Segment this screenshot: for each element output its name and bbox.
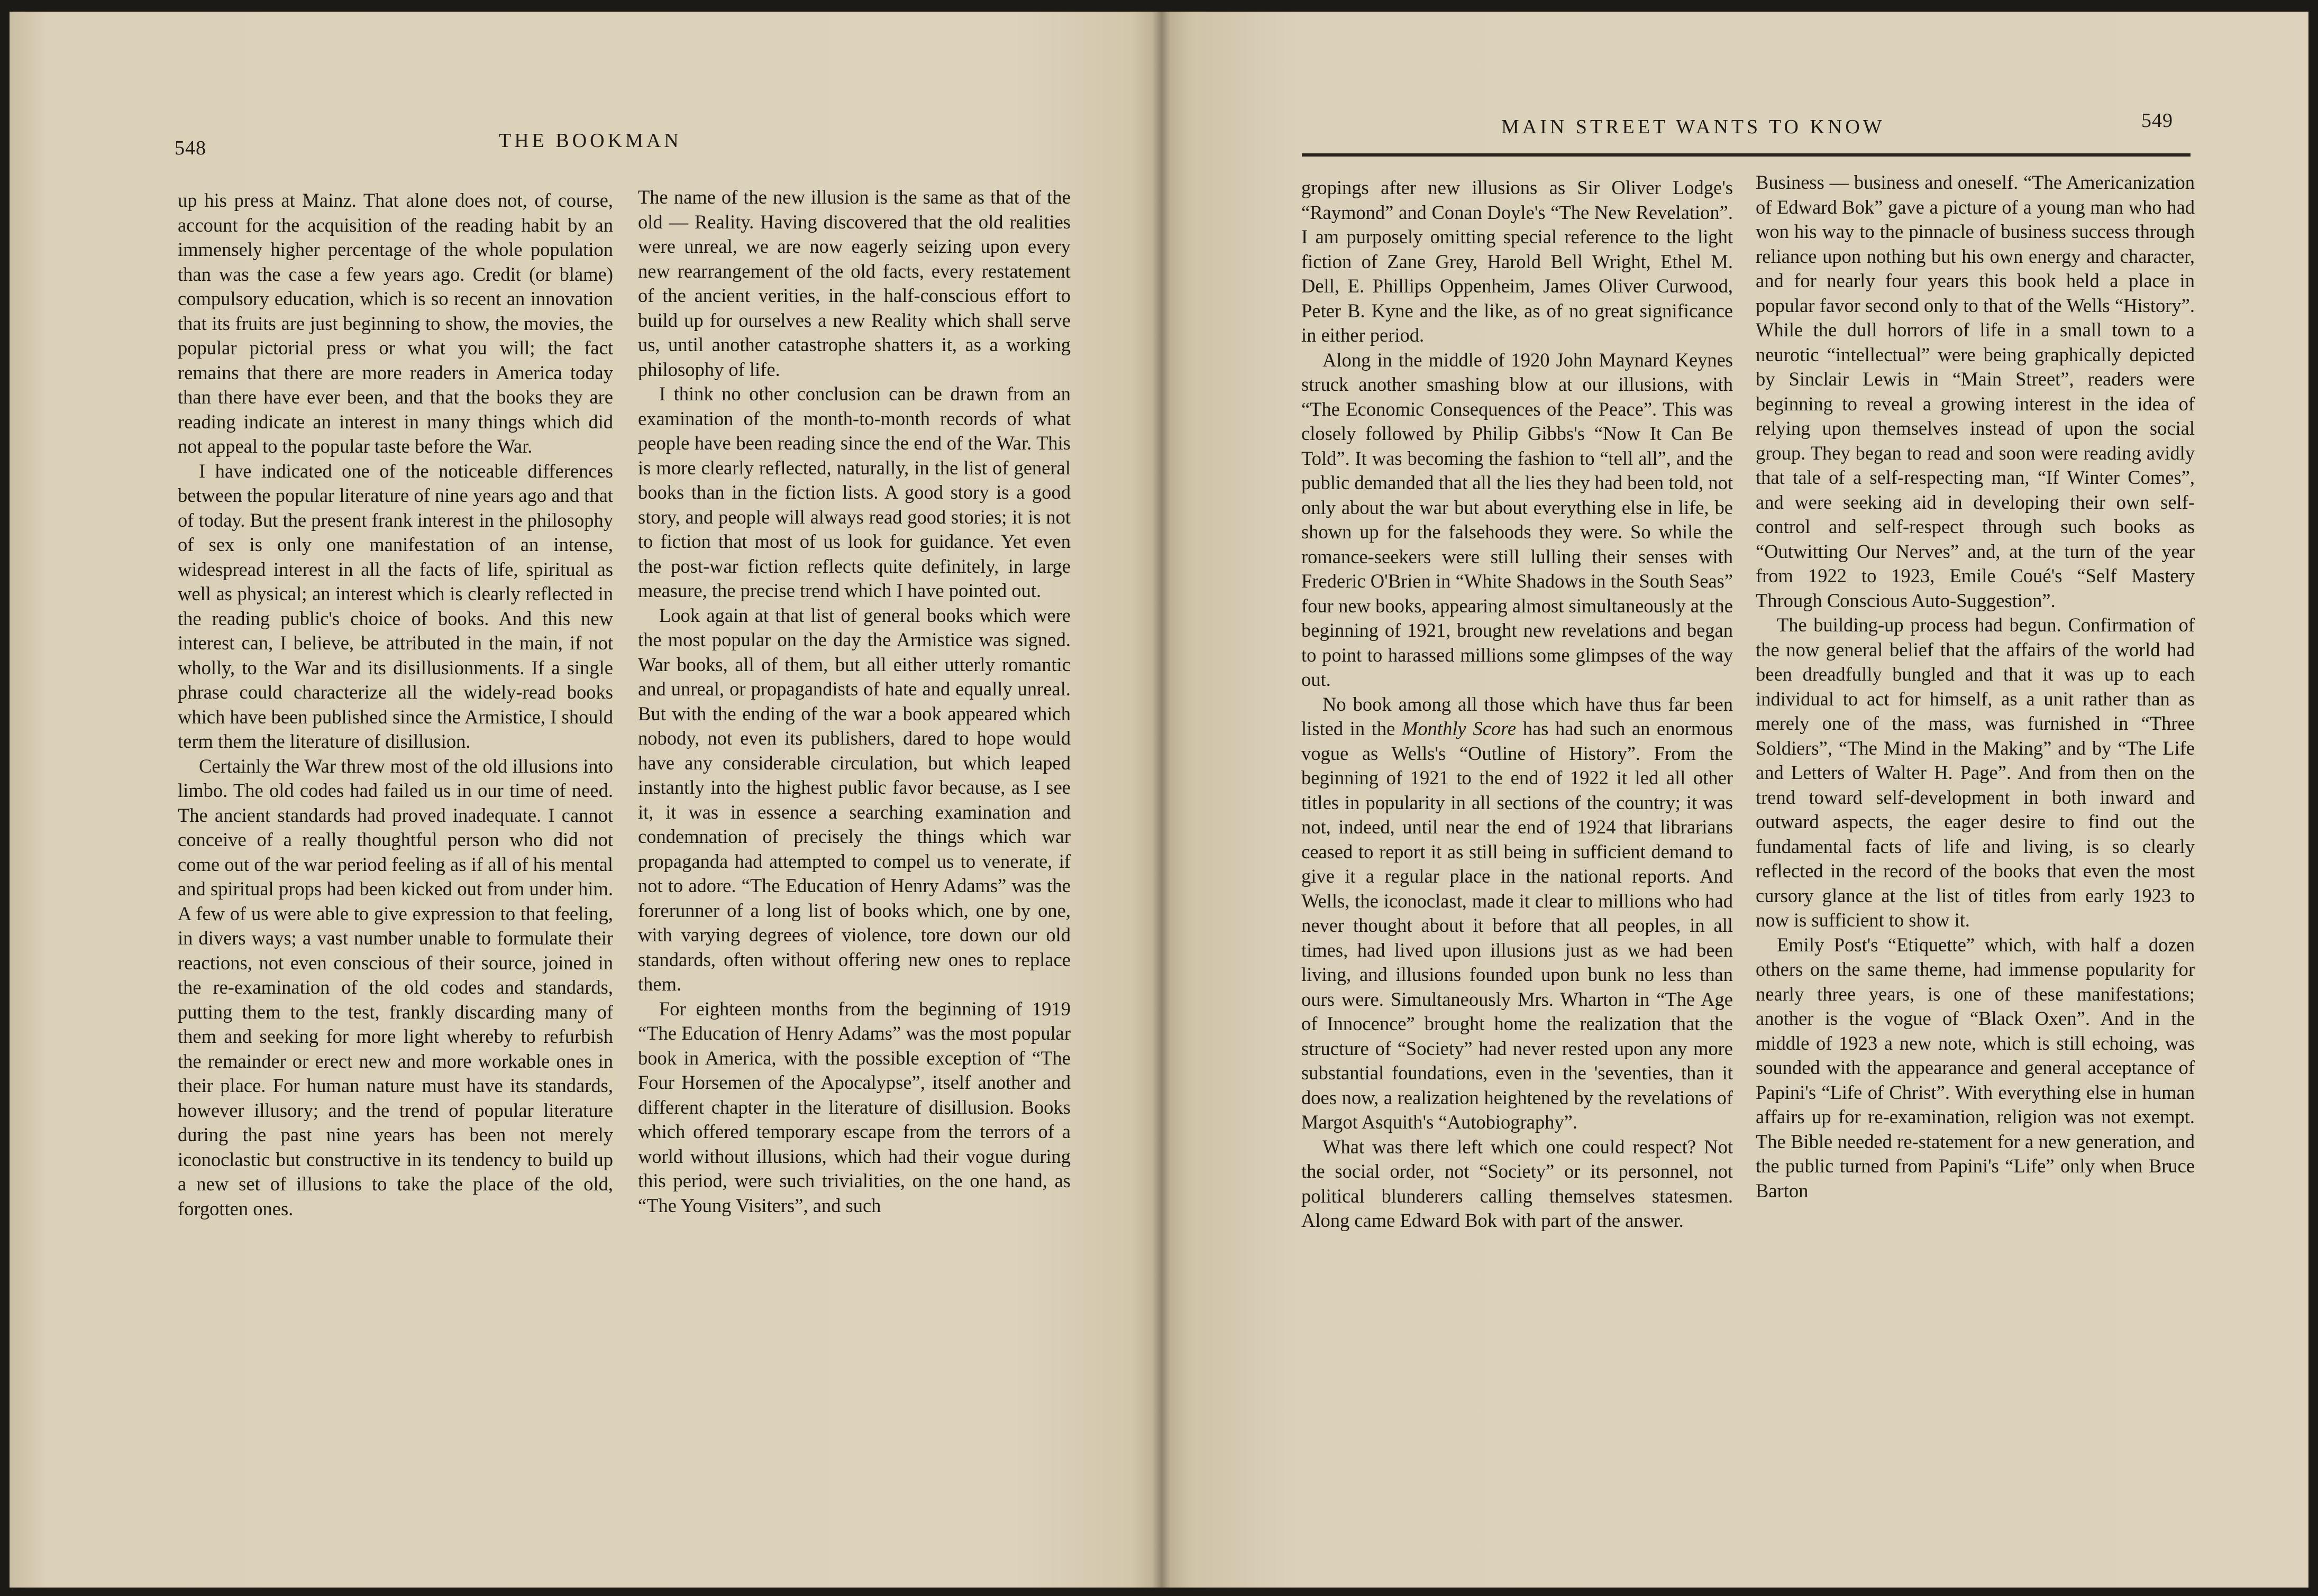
running-head: THE BOOKMAN — [499, 130, 682, 152]
left-page — [10, 12, 1160, 1588]
paragraph: I think no other conclusion can be drawn from an examination of the month-to-month records of what people have been reading since the end of the War. This is more clearly reflected, naturally, in the list of general books than in the fiction lists. A good story is a good story, and people will always read good stories; it is not to fiction that most of us look for guidance. Yet even the post-war fiction reflects quite definitely, in large measure, the precise trend which I have pointed out. — [638, 383, 1071, 601]
paragraph: Business — business and oneself. “The Americanization of Edward Bok” gave a picture of a young man who had won his way to the pinnacle of business success through reliance upon nothing but his own energy and character, and for nearly four years this book held a place in popular favor second only to that of the Wells “History”. While the dull horrors of life in a small town to a neurotic “intellectual” were being graphically depicted by Sinclair Lewis in “Main Street”, readers were beginning to reveal a growing interest in the idea of relying upon themselves instead of upon the social group. They began to read and soon were reading avidly that tale of a self-respecting man, “If Winter Comes”, and were seeking aid in developing their own self-control and self-respect through such books as “Outwitting Our Nerves” and, at the turn of the year from 1922 to 1923, Emile Coué's “Self Mastery Through Conscious Auto-Suggestion”. — [1756, 171, 2195, 611]
paragraph: For eighteen months from the beginning of 1919 “The Education of Henry Adams” was the most popular book in America, with the possible exception of “The Four Horsemen of the Apocalypse”, itself another and different chapter in the literature of disillusion. Books which offered temporary escape from the terrors of a world without illusions, which had their vogue during this period, were such trivialities, on the one hand, as “The Young Visiters”, and such — [638, 997, 1071, 1216]
paragraph: What was there left which one could respect? Not the social order, not “Society” or its personnel, not political blunderers calling themselves statesmen. Along came Edward Bok with part of the answer. — [1301, 1135, 1733, 1231]
text-column — [1756, 170, 2195, 1203]
text-column — [638, 185, 1071, 1218]
paragraph: Along in the middle of 1920 John Maynard Keynes struck another smashing blow at our illusions, with “The Economic Consequences of the Peace”. This was closely followed by Philip Gibbs's “Now It Can Be Told”. It was becoming the fashion to “tell all”, and the public demanded that all the lies they had been told, not only about the war but about everything else in life, be shown up for the falsehoods they were. So while the romance-seekers were still lulling their senses with Frederic O'Brien in “White Shadows in the South Seas” four new books, appearing almost simultaneously at the beginning of 1921, brought new revelations and began to point to harassed millions some glimpses of the way out. — [1301, 348, 1733, 690]
paragraph: Emily Post's “Etiquette” which, with half a dozen others on the same theme, had immense popularity for nearly three years, is one of these manifestations; another is the vogue of “Black Oxen”. And in the middle of 1923 a new note, which is still echoing, was sounded with the appearance and general acceptance of Papini's “Life of Christ”. With everything else in human affairs up for re-examination, religion was not exempt. The Bible needed re-statement for a new generation, and the public turned from Papini's “Life” only when Bruce Barton — [1756, 933, 2195, 1201]
text-column — [178, 188, 613, 1221]
paragraph: Certainly the War threw most of the old illusions into limbo. The old codes had failed us in our time of need. The ancient standards had proved inadequate. I cannot conceive of a really thoughtful person who did not come out of the war period feeling as if all of his mental and spiritual props had been kicked out from under him. A few of us were able to give expression to that feeling, in divers ways; a vast number unable to formulate their reactions, not even conscious of their source, joined in the re-examination of the old codes and standards, putting them to the test, frankly discarding many of them and seeking for more light whereby to refurbish the remainder or erect new and more workable ones in their place. For human nature must have its standards, however illusory; and the trend of popular literature during the past nine years has been not merely iconoclastic but constructive in its tendency to build up a new set of illusions to take the place of the old, forgotten ones. — [178, 755, 613, 1219]
text-column — [1301, 176, 1733, 1233]
page-number: 548 — [175, 137, 206, 159]
right-page — [1160, 12, 2308, 1588]
paragraph: gropings after new illusions as Sir Oliver Lodge's “Raymond” and Conan Doyle's “The New Revelation”. I am purposely omitting special reference to the light fiction of Zane Grey, Harold Bell Wright, Ethel M. Dell, E. Phillips Oppenheim, James Oliver Curwood, Peter B. Kyne and the like, as of no great significance in either period. — [1301, 177, 1733, 346]
page-number: 549 — [2141, 109, 2173, 132]
italic-title: Monthly Score — [1402, 718, 1517, 739]
book-gutter — [1152, 12, 1171, 1588]
paragraph: Look again at that list of general books which were the most popular on the day the Armistice was signed. War books, all of them, but all either utterly romantic and unreal, or propagandists of hate and equally unreal. But with the ending of the war a book appeared which nobody, not even its publishers, dared to hope would have any considerable circulation, but which leaped instantly into the highest public favor because, as I see it, it was in essence a searching examination and condemnation of precisely the things which war propaganda had attempted to compel us to venerate, if not to adore. “The Education of Henry Adams” was the forerunner of a long list of books which, one by one, with varying degrees of violence, tore down our old standards, often without offering new ones to replace them. — [638, 604, 1071, 995]
paragraph: The building-up process had begun. Confirmation of the now general belief that the affairs of the world had been dreadfully bungled and that it was up to each individual to act for himself, as a unit rather than as merely one of the mass, was furnished in “Three Soldiers”, “The Mind in the Making” and by “The Life and Letters of Walter H. Page”. And from then on the trend toward self-development in both inward and outward aspects, the eager desire to find out the fundamental facts of life and living, is so clearly reflected in the record of the books that even the most cursory glance at the list of titles from early 1923 to now is sufficient to show it. — [1756, 614, 2195, 931]
paragraph: The name of the new illusion is the same as that of the old — Reality. Having discovered that the old realities were unreal, we are now eagerly seizing upon every new rearrangement of the old facts, every restatement of the ancient verities, in the half-conscious effort to build up for ourselves a new Reality which shall serve us, until another catastrophe shatters it, as a working philosophy of life. — [638, 186, 1071, 380]
paragraph: I have indicated one of the noticeable differences between the popular literature of nine years ago and that of today. But the present frank interest in the philosophy of sex is only one manifestation of an intense, widespread interest in all the facts of life, spiritual as well as physical; an interest which is clearly reflected in the reading public's choice of books. And this new interest can, I believe, be attributed in the main, if not wholly, to the War and its disillusionments. If a single phrase could characterize all the widely-read books which have been published since the Armistice, I should term them the literature of disillusion. — [178, 460, 613, 752]
running-head: MAIN STREET WANTS TO KNOW — [1501, 116, 1885, 138]
paragraph: up his press at Mainz. That alone does not, of course, account for the acquisition of the reading habit by an immensely higher percentage of the whole population than was the case a few years ago. Credit (or blame) compulsory education, which is so recent an innovation that its fruits are just beginning to show, the movies, the popular pictorial press or what you will; the fact remains that there are more readers in America today than there have ever been, and that the books they are reading indicate an interest in many things which did not appeal to the popular taste before the War. — [178, 189, 613, 457]
paragraph: No book among all those which have thus far been listed in the Monthly Score has had such an enormous vogue as Wells's “Outline of History”. From the beginning of 1921 to the end of 1922 it led all other titles in popularity in all sections of the country; it was not, indeed, until near the end of 1924 that librarians ceased to report it as still being in sufficient demand to give it a regular place in the national reports. And Wells, the iconoclast, made it clear to millions who had never thought about it before that all peoples, in all times, had lived upon illusions just as we had been living, and illusions founded upon bunk no less than ours were. Simultaneously Mrs. Wharton in “The Age of Innocence” brought home the realization that the structure of “Society” had never rested upon any more substantial foundations, even in the 'seventies, than it does now, a realization heightened by the revelations of Margot Asquith's “Autobiography”. — [1301, 693, 1733, 1133]
header-rule — [1302, 153, 2191, 157]
book-spread — [10, 12, 2308, 1588]
